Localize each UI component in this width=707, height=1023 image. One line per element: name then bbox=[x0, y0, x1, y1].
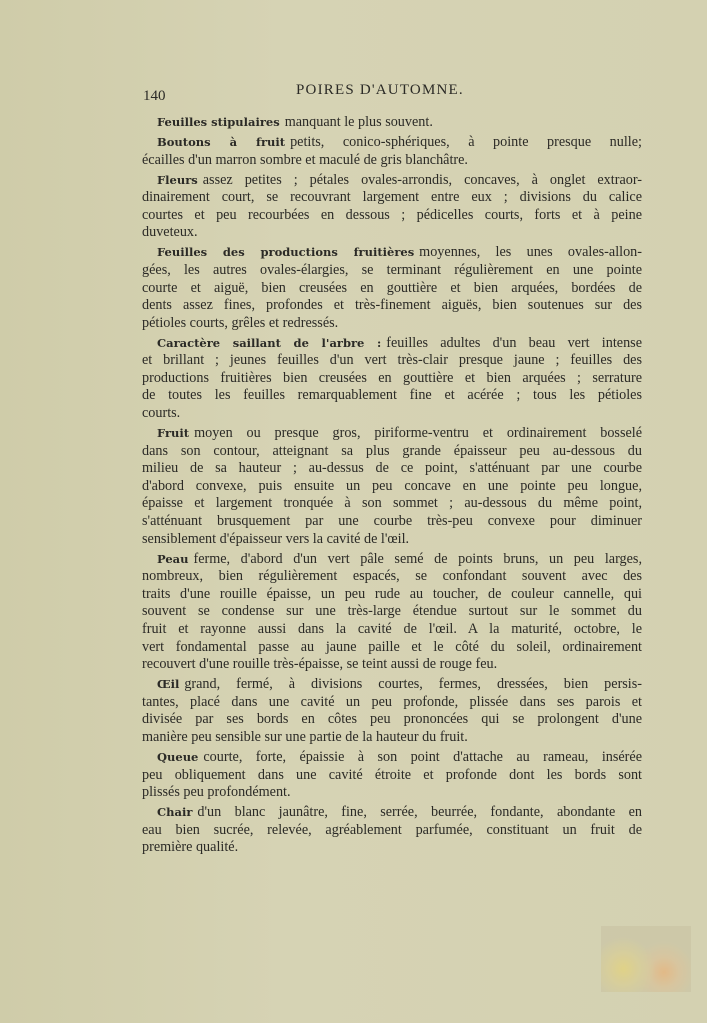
line-text: manquant le plus souvent. bbox=[284, 114, 433, 130]
text-line bbox=[142, 531, 642, 549]
text-line bbox=[142, 656, 642, 674]
line-text: petits, conico-sphériques, à pointe presque nulle; bbox=[290, 133, 642, 150]
line-text: courtes et peu recourbées en dessous ; pédicelles courts, forts et à peine bbox=[142, 206, 642, 223]
text-line bbox=[142, 729, 642, 747]
text-line bbox=[142, 586, 642, 604]
text-line bbox=[142, 405, 642, 423]
line-text: courte et aiguë, bien creusées en gouttière et bien arquées, bordées de bbox=[142, 279, 642, 296]
line-text: manière peu sensible sur une partie de la hauteur du fruit. bbox=[142, 728, 468, 745]
description-paragraph bbox=[142, 425, 642, 548]
text-line bbox=[142, 711, 642, 729]
text-line bbox=[142, 297, 642, 315]
text-line bbox=[142, 568, 642, 586]
description-paragraph bbox=[142, 551, 642, 674]
description-paragraph bbox=[142, 172, 642, 242]
text-line bbox=[142, 839, 642, 857]
line-text: s'atténuant brusquement par une courbe très-peu convexe pour diminuer bbox=[142, 513, 642, 530]
text-line bbox=[142, 621, 642, 639]
line-text: dans son contour, atteignant sa plus grande épaisseur peu au-dessous du bbox=[142, 442, 642, 459]
description-paragraph bbox=[142, 676, 642, 746]
line-text: de toutes les feuilles remarquablement fine et acérée ; tous les pétioles bbox=[142, 387, 642, 404]
text-line bbox=[142, 551, 642, 569]
line-text: d'un blanc jaunâtre, fine, serrée, beurrée, fondante, abondante en bbox=[197, 804, 642, 821]
paragraph-label: Boutons à fruit bbox=[157, 134, 286, 149]
text-line bbox=[142, 694, 642, 712]
text-line bbox=[142, 352, 642, 370]
text-line bbox=[142, 224, 642, 242]
line-text: sensiblement d'épaisseur vers la cavité de l'œil. bbox=[142, 530, 410, 547]
page-body bbox=[142, 114, 642, 859]
line-text: vert fondamental passe au jaune paille et le côté du soleil, ordinairement bbox=[142, 638, 642, 655]
line-text: d'abord convexe, puis ensuite un peu concave en une pointe peu longue, bbox=[142, 477, 642, 494]
line-text: grand, fermé, à divisions courtes, fermes, dressées, bien persis- bbox=[184, 676, 642, 693]
line-text: milieu de sa hauteur ; au-dessus de ce point, s'atténuant par une courbe bbox=[142, 460, 642, 477]
text-line bbox=[142, 478, 642, 496]
line-text: moyen ou presque gros, piriforme-ventru et ordinairement bosselé bbox=[194, 425, 642, 442]
line-text: ferme, d'abord d'un vert pâle semé de points bruns, un peu larges, bbox=[193, 550, 642, 567]
description-paragraph bbox=[142, 749, 642, 802]
line-text: première qualité. bbox=[142, 839, 239, 856]
text-line bbox=[142, 676, 642, 694]
line-text: moyennes, les unes ovales-allon- bbox=[419, 244, 642, 261]
bleed-through-image bbox=[601, 926, 691, 992]
line-text: fruit et rayonne aussi dans la cavité de l'œil. A la maturité, octobre, le bbox=[142, 620, 642, 637]
description-paragraph bbox=[142, 335, 642, 423]
text-line bbox=[142, 152, 642, 170]
line-text: plissés peu profondément. bbox=[142, 784, 291, 801]
page-number: 140 bbox=[143, 88, 166, 104]
paragraph-label: Feuilles stipulaires bbox=[157, 115, 280, 129]
text-line bbox=[142, 262, 642, 280]
paragraph-label: Peau bbox=[157, 551, 189, 566]
line-text: courte, forte, épaissie à son point d'attache au rameau, insérée bbox=[203, 748, 642, 765]
text-line bbox=[142, 280, 642, 298]
line-text: nombreux, bien régulièrement espacés, se confondant souvent avec des bbox=[142, 568, 642, 585]
line-text: courts. bbox=[142, 405, 181, 422]
line-text: dents assez fines, profondes et très-finement aiguës, bien soutenues sur des bbox=[142, 297, 642, 314]
line-text: et brillant ; jeunes feuilles d'un vert très-clair presque jaune ; feuilles des bbox=[142, 352, 642, 369]
text-line bbox=[142, 639, 642, 657]
description-paragraph bbox=[142, 804, 642, 857]
line-text: gées, les autres ovales-élargies, se terminant régulièrement en une pointe bbox=[142, 261, 642, 278]
text-line bbox=[142, 114, 642, 132]
text-line bbox=[142, 804, 642, 822]
line-text: recouvert d'une rouille très-épaisse, se teint aussi de rouge feu. bbox=[142, 656, 498, 673]
text-line bbox=[142, 513, 642, 531]
text-line bbox=[142, 749, 642, 767]
paragraph-label: Caractère saillant de l'arbre : bbox=[157, 335, 382, 350]
text-line bbox=[142, 784, 642, 802]
text-line bbox=[142, 443, 642, 461]
text-line bbox=[142, 134, 642, 152]
text-line bbox=[142, 370, 642, 388]
text-line bbox=[142, 425, 642, 443]
description-paragraph bbox=[142, 134, 642, 169]
line-text: écailles d'un marron sombre et maculé de gris blanchâtre. bbox=[142, 151, 468, 168]
running-title: POIRES D'AUTOMNE. bbox=[296, 82, 464, 98]
line-text: traits d'une rouille épaisse, un peu rude au toucher, de couleur cannelle, qui bbox=[142, 585, 642, 602]
text-line bbox=[142, 335, 642, 353]
line-text: productions fruitières bien creusées en gouttière et bien arquées ; serrature bbox=[142, 369, 642, 386]
paragraph-label: Œil bbox=[157, 677, 180, 692]
text-line bbox=[142, 315, 642, 333]
paragraph-label: Fleurs bbox=[157, 172, 198, 187]
text-line bbox=[142, 244, 642, 262]
text-line bbox=[142, 495, 642, 513]
description-paragraph bbox=[142, 244, 642, 332]
text-line bbox=[142, 207, 642, 225]
description-paragraph bbox=[142, 114, 642, 132]
line-text: pétioles courts, grêles et redressés. bbox=[142, 314, 339, 331]
text-line bbox=[142, 603, 642, 621]
line-text: peu obliquement dans une cavité étroite et profonde dont les bords sont bbox=[142, 766, 642, 783]
text-line bbox=[142, 189, 642, 207]
text-line bbox=[142, 387, 642, 405]
text-line bbox=[142, 822, 642, 840]
line-text: souvent se condense sur une très-large étendue surtout sur le sommet du bbox=[142, 603, 642, 620]
line-text: épaisse et largement tronquée à son sommet ; au-dessous du même point, bbox=[142, 495, 642, 512]
line-text: divisée par ses bords en côtes peu prononcées qui se prolongent d'une bbox=[142, 711, 642, 728]
paragraph-label: Feuilles des productions fruitières bbox=[157, 245, 415, 260]
line-text: feuilles adultes d'un beau vert intense bbox=[386, 334, 642, 351]
line-text: eau bien sucrée, relevée, agréablement parfumée, constituant un fruit de bbox=[142, 821, 642, 838]
paragraph-label: Queue bbox=[157, 749, 199, 764]
text-line bbox=[142, 460, 642, 478]
line-text: tantes, placé dans une cavité un peu profonde, plissée dans ses parois et bbox=[142, 693, 642, 710]
line-text: duveteux. bbox=[142, 224, 198, 241]
text-line bbox=[142, 172, 642, 190]
line-text: dinairement court, se recouvrant largement entre eux ; divisions du calice bbox=[142, 189, 642, 206]
text-line bbox=[142, 767, 642, 785]
line-text: assez petites ; pétales ovales-arrondis, concaves, à onglet extraor- bbox=[202, 171, 642, 188]
paragraph-label: Chair bbox=[157, 805, 193, 820]
paragraph-label: Fruit bbox=[157, 426, 190, 441]
